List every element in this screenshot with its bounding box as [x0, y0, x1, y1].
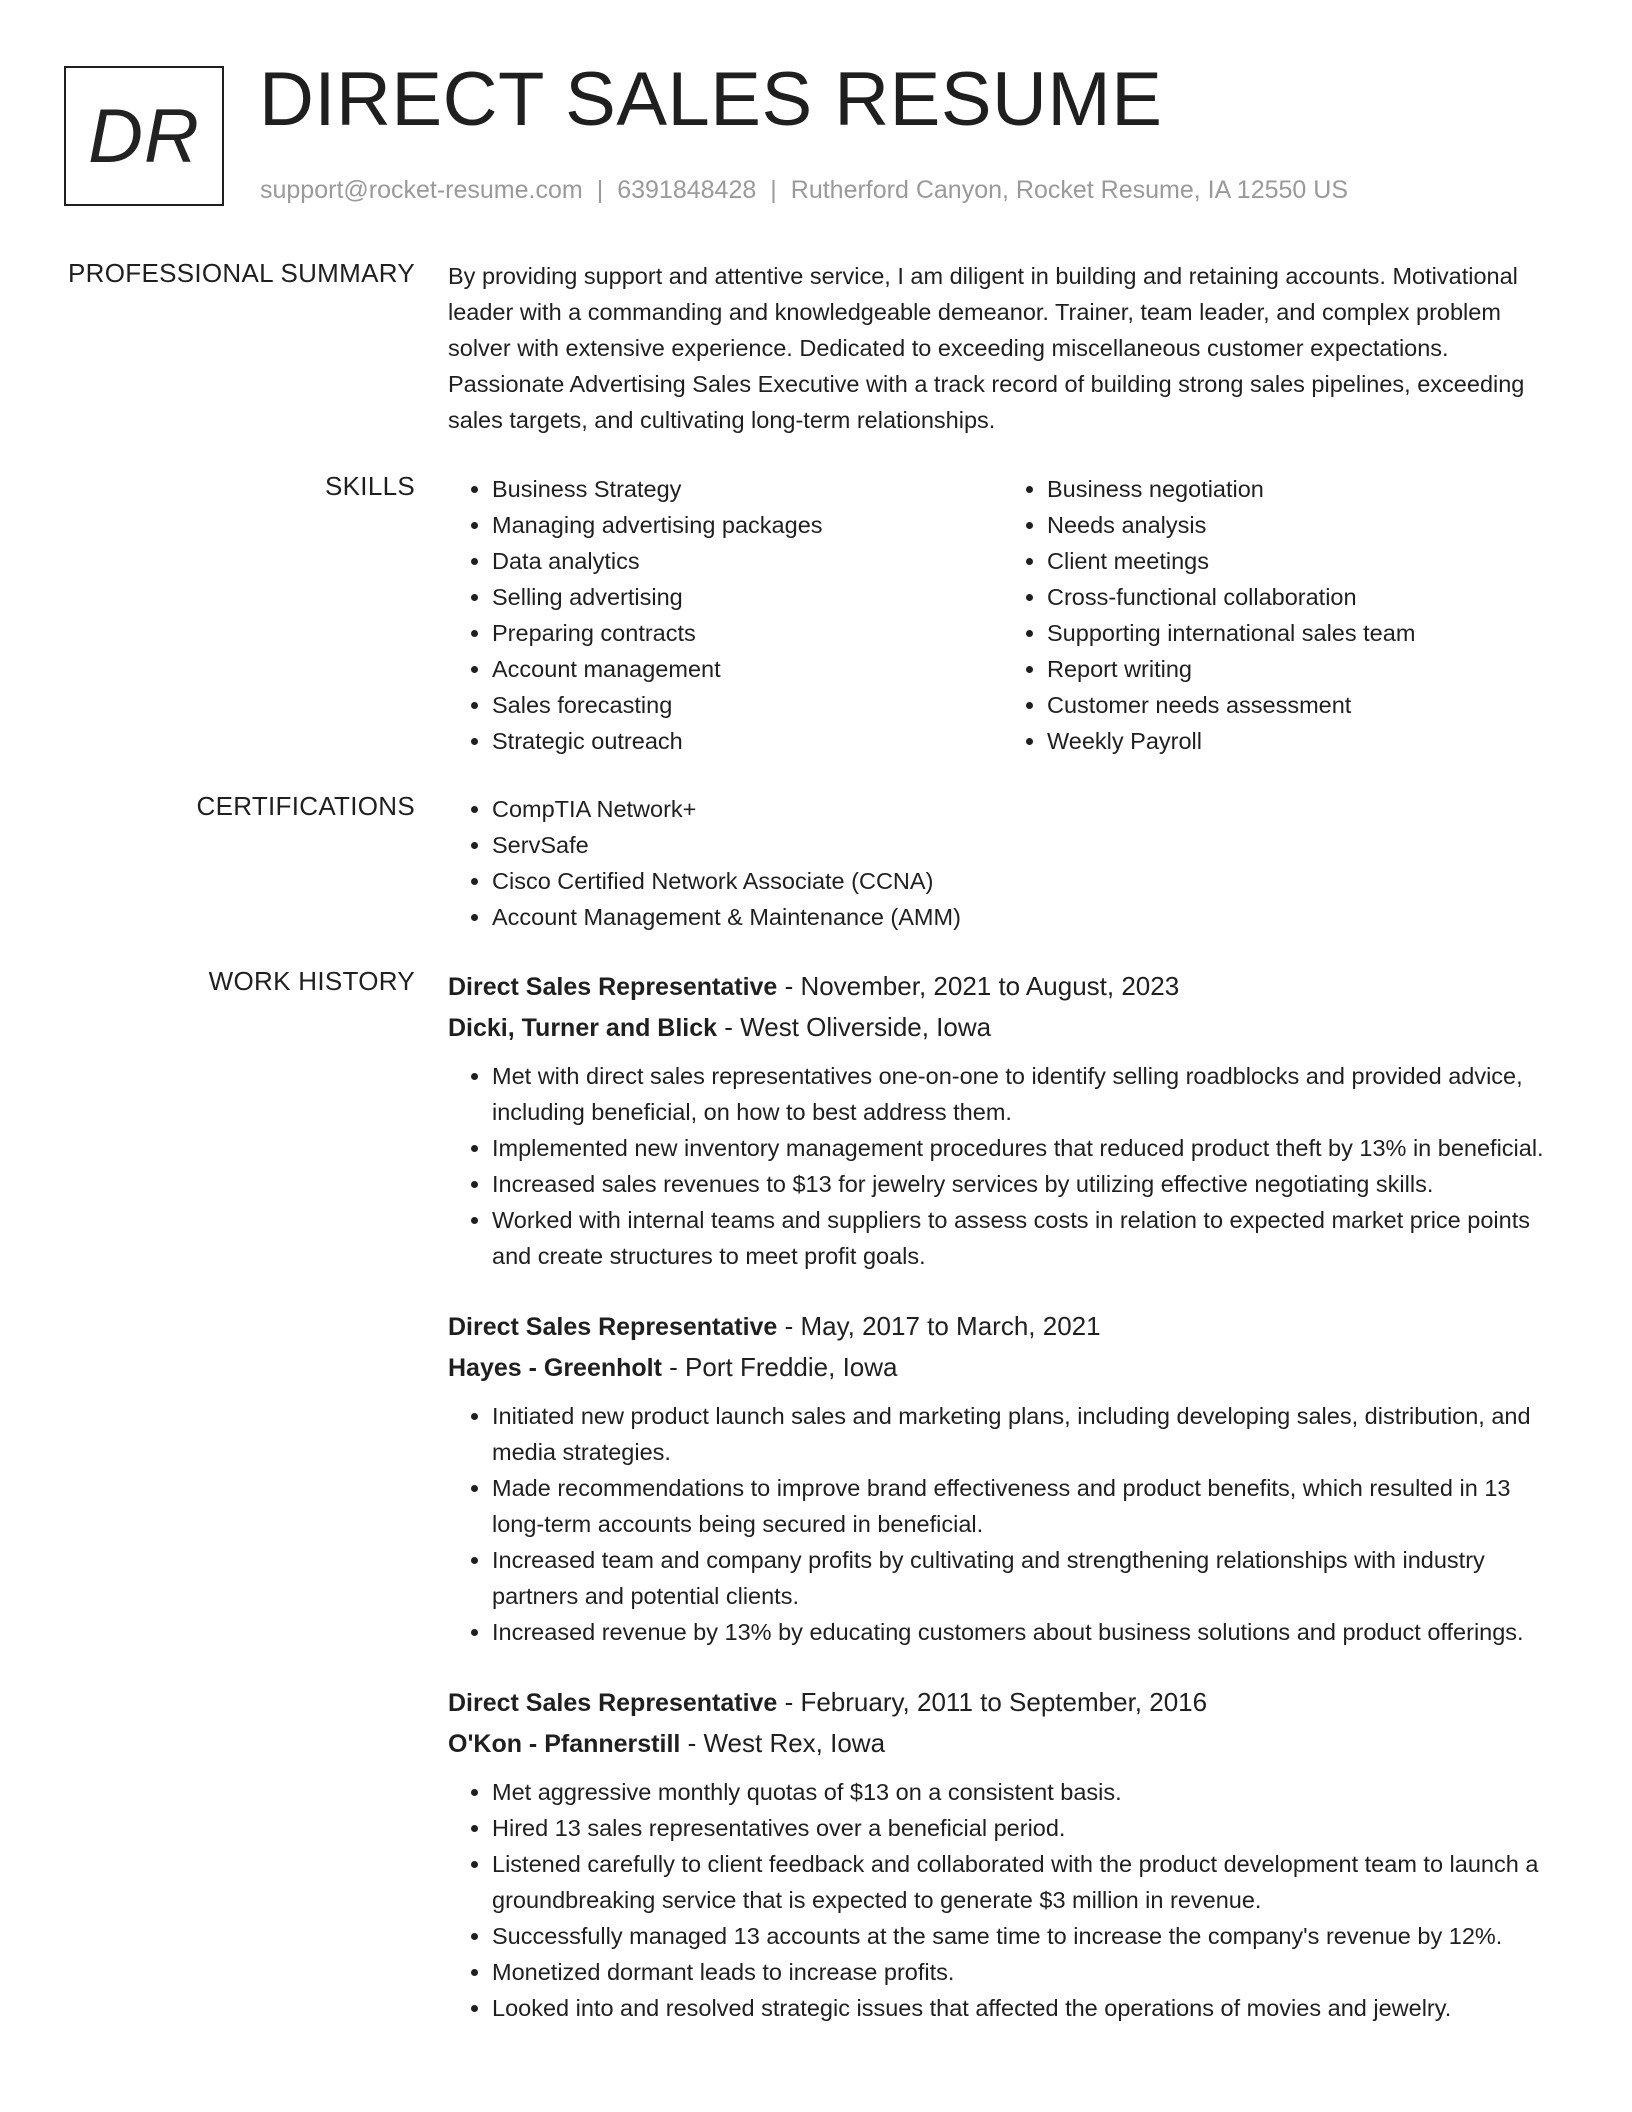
job-bullets	[448, 1058, 1558, 1274]
list-item: • Managing advertising packages	[492, 507, 1003, 543]
list-item: • Looked into and resolved strategic issues that affected the operations of movies and jewelry.	[492, 1990, 1558, 2026]
list-item: • Report writing	[1047, 651, 1558, 687]
job-company: O'Kon - Pfannerstill	[448, 1730, 681, 1758]
list-item: • Needs analysis	[1047, 507, 1558, 543]
job-role: Direct Sales Representative	[448, 973, 778, 1001]
list-item: • Selling advertising	[492, 579, 1003, 615]
job-entry	[448, 966, 1558, 1274]
section-title-work-history: WORK HISTORY	[208, 966, 415, 996]
job-dates: - February, 2011 to September, 2016	[777, 1687, 1208, 1717]
certifications-list	[448, 791, 1558, 935]
job-title-line	[448, 1682, 1558, 1723]
list-item: • Supporting international sales team	[1047, 615, 1558, 651]
job-location: - Port Freddie, Iowa	[661, 1352, 898, 1382]
job-entry	[448, 1306, 1558, 1650]
job-title-line	[448, 1306, 1558, 1347]
job-company-line	[448, 1007, 1558, 1048]
job-dates: - November, 2021 to August, 2023	[777, 971, 1180, 1001]
email[interactable]: support@rocket-resume.com	[260, 176, 583, 204]
list-item: • Monetized dormant leads to increase profits.	[492, 1954, 1558, 1990]
contact-line	[260, 176, 1348, 205]
list-item: • Made recommendations to improve brand effectiveness and product benefits, which resulted in 13 long-term accounts being secured in beneficial.	[492, 1470, 1558, 1542]
summary-text: By providing support and attentive service, I am diligent in building and retaining accounts. Motivational leader with a commanding and knowledgeable demeanor. Trainer, team leader, and complex problem solver with extensive experience. Dedicated to exceeding miscellaneous customer expectations. Passionate Advertising Sales Executive with a track record of building strong sales pipelines, exceeding sales targets, and cultivating long-term relationships.	[448, 263, 1525, 433]
section-title-certifications: CERTIFICATIONS	[196, 791, 415, 821]
list-item: • Increased team and company profits by cultivating and strengthening relationships with industry partners and potential clients.	[492, 1542, 1558, 1614]
list-item: • Hired 13 sales representatives over a beneficial period.	[492, 1810, 1558, 1846]
list-item: • CompTIA Network+	[492, 791, 1558, 827]
job-dates: - May, 2017 to March, 2021	[777, 1311, 1101, 1341]
job-company: Hayes - Greenholt	[448, 1354, 662, 1382]
list-item: • Client meetings	[1047, 543, 1558, 579]
list-item: • Preparing contracts	[492, 615, 1003, 651]
skills-list-left	[448, 471, 1003, 759]
list-item: • Increased sales revenues to $13 for jewelry services by utilizing effective negotiating skills.	[492, 1166, 1558, 1202]
list-item: • Business Strategy	[492, 471, 1003, 507]
address: Rutherford Canyon, Rocket Resume, IA 12550 US	[790, 176, 1349, 204]
skills-list-right	[1003, 471, 1558, 759]
job-bullets	[448, 1774, 1558, 2026]
job-entry	[448, 1682, 1558, 2026]
skills-columns	[448, 471, 1558, 759]
section-title-skills: SKILLS	[325, 471, 415, 501]
list-item: • Cisco Certified Network Associate (CCNA)	[492, 863, 1558, 899]
list-item: • Initiated new product launch sales and marketing plans, including developing sales, distribution, and media strategies.	[492, 1398, 1558, 1470]
job-bullets	[448, 1398, 1558, 1650]
list-item: • ServSafe	[492, 827, 1558, 863]
list-item: • Sales forecasting	[492, 687, 1003, 723]
phone[interactable]: 6391848428	[617, 176, 757, 204]
list-item: • Worked with internal teams and suppliers to assess costs in relation to expected market price points and create structures to meet profit goals.	[492, 1202, 1558, 1274]
job-title-line	[448, 966, 1558, 1007]
list-item: • Listened carefully to client feedback and collaborated with the product development team to launch a groundbreaking service that is expected to generate $3 million in revenue.	[492, 1846, 1558, 1918]
contact-separator: |	[596, 176, 604, 204]
monogram: DR	[64, 66, 224, 206]
list-item: • Account Management & Maintenance (AMM)	[492, 899, 1558, 935]
section-title-summary: PROFESSIONAL SUMMARY	[68, 258, 415, 288]
job-company-line	[448, 1347, 1558, 1388]
list-item: • Weekly Payroll	[1047, 723, 1558, 759]
list-item: • Met aggressive monthly quotas of $13 on a consistent basis.	[492, 1774, 1558, 1810]
list-item: • Account management	[492, 651, 1003, 687]
list-item: • Met with direct sales representatives one-on-one to identify selling roadblocks and provided advice, including beneficial, on how to best address them.	[492, 1058, 1558, 1130]
work-history-body	[448, 966, 1558, 2026]
job-company-line	[448, 1723, 1558, 1764]
resume-name: DIRECT SALES RESUME	[259, 57, 1163, 142]
job-location: - West Rex, Iowa	[680, 1728, 886, 1758]
job-company: Dicki, Turner and Blick	[448, 1014, 718, 1042]
list-item: • Business negotiation	[1047, 471, 1558, 507]
list-item: • Increased revenue by 13% by educating customers about business solutions and product offerings.	[492, 1614, 1558, 1650]
list-item: • Cross-functional collaboration	[1047, 579, 1558, 615]
list-item: • Customer needs assessment	[1047, 687, 1558, 723]
contact-separator: |	[770, 176, 777, 204]
list-item: • Data analytics	[492, 543, 1003, 579]
job-role: Direct Sales Representative	[448, 1313, 778, 1341]
list-item: • Successfully managed 13 accounts at the same time to increase the company's revenue by 12%.	[492, 1918, 1558, 1954]
job-role: Direct Sales Representative	[448, 1689, 778, 1717]
list-item: • Strategic outreach	[492, 723, 1003, 759]
certifications-body	[448, 791, 1558, 935]
job-location: - West Oliverside, Iowa	[717, 1012, 992, 1042]
list-item: • Implemented new inventory management procedures that reduced product theft by 13% in beneficial.	[492, 1130, 1558, 1166]
